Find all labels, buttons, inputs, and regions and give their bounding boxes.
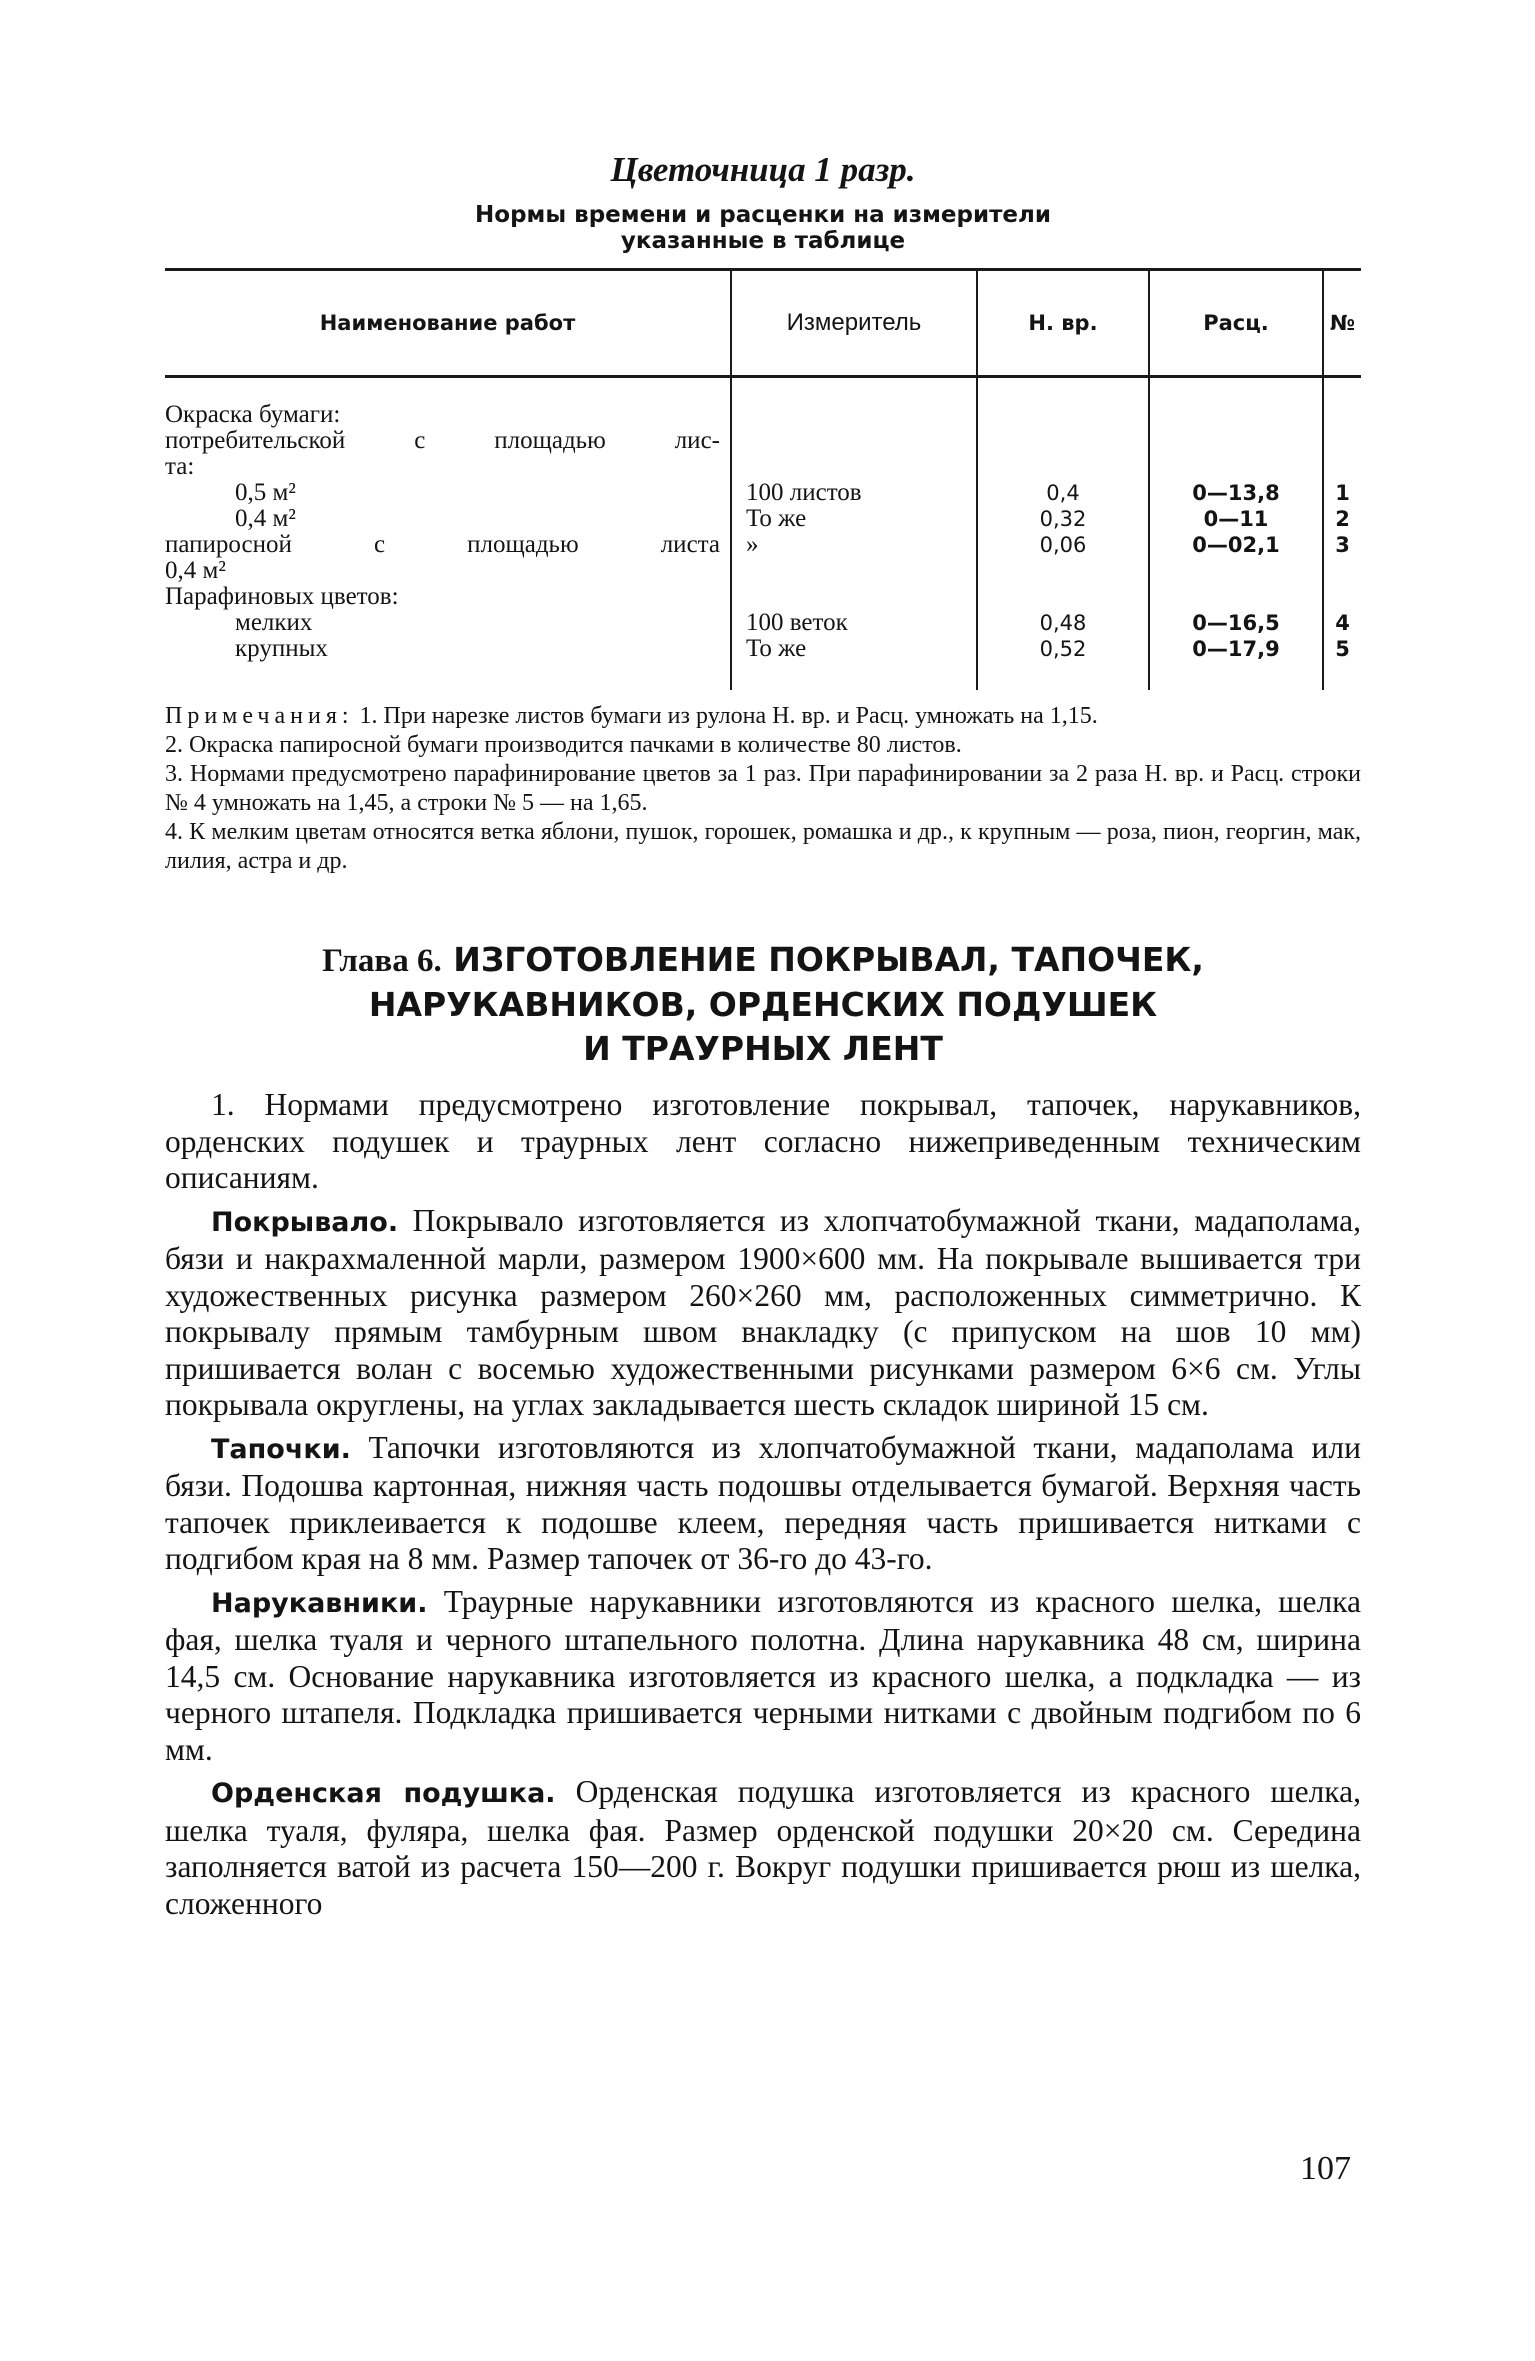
measure-line: То же: [746, 505, 807, 532]
work-name-line: крупных: [235, 635, 328, 662]
measure-line: [746, 584, 976, 610]
time-norm-cell: [977, 377, 1149, 691]
paragraph-slippers: [165, 1430, 1361, 1578]
rate-line: 0—17,9: [1192, 637, 1280, 661]
col-header-measure: Измеритель: [731, 270, 977, 377]
paragraph-label: Тапочки.: [211, 1433, 351, 1465]
measure-line: [746, 454, 976, 480]
row-number-line: 1: [1335, 481, 1350, 505]
chapter-title-part-3: И ТРАУРНЫХ ЛЕНТ: [583, 1029, 943, 1068]
paragraph-armbands: [165, 1584, 1361, 1769]
paragraph-text: Траурные нарукавники изготовляются из красного шелка, шелка фая, шелка туаля и черного штапельного полотна. Длина нарукавника 48 см, ширина 14,5 см. Основание нарукавника изготовляется из красного шелка, а подкладка — из черного штапеля. Подкладка пришивается черными нитками с двойным подгибом по 6 мм.: [165, 1583, 1361, 1767]
table-body-row: [165, 377, 1361, 691]
paragraph-label: Покрывало.: [211, 1206, 399, 1238]
row-number-line: 4: [1335, 611, 1350, 635]
table-caption-line-2: указанные в таблице: [620, 228, 906, 254]
work-name-line: 0,5 м²: [235, 479, 296, 506]
measure-line: »: [746, 531, 759, 558]
rate-line: [1150, 558, 1322, 584]
work-name-line: потребительской с площадью лис-: [165, 427, 720, 454]
chapter-title-part-1: ИЗГОТОВЛЕНИЕ ПОКРЫВАЛ, ТАПОЧЕК,: [453, 940, 1204, 979]
table-notes: [165, 702, 1361, 876]
paragraph-text: Орденская подушка изготовляется из красного шелка, шелка туаля, фуляра, шелка фая. Размер орденской подушки 20×20 см. Середина заполняется ватой из расчета 150—200 г. Вокруг подушки пришивается рюш из шелка, сложенного: [165, 1774, 1361, 1921]
rate-line: [1150, 402, 1322, 428]
note-2: 2. Окраска папиросной бумаги производится пачками в количестве 80 листов.: [165, 732, 962, 758]
row-number-cell: [1323, 377, 1361, 691]
row-number-line: 3: [1335, 533, 1350, 557]
measure-line: То же: [746, 635, 807, 662]
rate-line: 0—16,5: [1192, 611, 1280, 635]
work-name-line: папиросной с площадью листа: [165, 531, 720, 558]
rate-cell: [1149, 377, 1323, 691]
chapter-body: [165, 1087, 1361, 1922]
rate-line: 0—02,1: [1192, 533, 1280, 557]
col-header-name: Наименование работ: [165, 270, 731, 377]
note-1-text: 1. При нарезке листов бумаги из рулона Н. вр. и Расц. умножать на 1,15.: [359, 703, 1098, 729]
time-norm-line: 0,52: [1039, 637, 1087, 661]
chapter-title-part-2: НАРУКАВНИКОВ, ОРДЕНСКИХ ПОДУШЕК: [368, 985, 1158, 1024]
col-header-time: Н. вр.: [977, 270, 1149, 377]
paragraph-order-cushion: [165, 1774, 1361, 1922]
measure-line: 100 веток: [746, 609, 848, 636]
row-number-line: [1324, 402, 1361, 428]
time-norm-line: 0,4: [1046, 481, 1080, 505]
work-name-line: Парафиновых цветов:: [165, 583, 399, 610]
col-header-rate: Расц.: [1149, 270, 1323, 377]
paragraph-text: Тапочки изготовляются из хлопчатобумажной ткани, мадаполама или бязи. Подошва картонная, нижняя часть подошвы отделывается бумагой. Верхняя часть тапочек приклеивается к подошве клеем, передняя часть пришивается нитками с подгибом края на 8 мм. Размер тапочек от 36-го до 43-го.: [165, 1429, 1361, 1576]
paragraph-intro: 1. Нормами предусмотрено изготовление покрывал, тапочек, нарукавников, орденских подушек и траурных лент согласно нижеприведенным техническим описаниям.: [165, 1087, 1361, 1195]
rate-line: [1150, 584, 1322, 610]
row-number-line: 5: [1335, 637, 1350, 661]
paragraph-label: Орденская подушка.: [211, 1778, 556, 1809]
norms-table: [165, 268, 1361, 690]
note-3: 3. Нормами предусмотрено парафинирование цветов за 1 раз. При парафинировании за 2 раза Н. вр. и Расц. строки № 4 умножать на 1,45, а строки № 5 — на 1,65.: [165, 761, 1361, 816]
row-number-line: [1324, 558, 1361, 584]
section-title: Цветочница 1 разр.: [610, 150, 916, 189]
rate-line: [1150, 454, 1322, 480]
note-4: 4. К мелким цветам относятся ветка яблони, пушок, горошек, ромашка и др., к крупным — роза, пион, георгин, мак, лилия, астра и др.: [165, 819, 1361, 874]
row-number-line: [1324, 454, 1361, 480]
time-norm-line: [978, 428, 1148, 454]
notes-label: Примечания:: [165, 703, 354, 729]
measure-line: [746, 558, 976, 584]
time-norm-line: 0,48: [1039, 611, 1087, 635]
paragraph-bedspread: [165, 1203, 1361, 1424]
work-names-cell: [165, 377, 731, 691]
time-norm-line: [978, 584, 1148, 610]
note-1: [165, 702, 1361, 731]
time-norm-line: 0,06: [1039, 533, 1087, 557]
rate-line: 0—11: [1203, 507, 1269, 531]
time-norm-line: [978, 454, 1148, 480]
page-number: 107: [1300, 2150, 1351, 2187]
measure-line: [746, 402, 976, 428]
table-caption: [165, 202, 1361, 254]
chapter-heading-line-1: [165, 938, 1361, 983]
col-header-number: №: [1323, 270, 1361, 377]
chapter-number: Глава 6.: [322, 943, 442, 979]
table-header-row: [165, 270, 1361, 377]
measure-cell: [731, 377, 977, 691]
time-norm-line: [978, 558, 1148, 584]
paragraph-text: Покрывало изготовляется из хлопчатобумажной ткани, мадаполама, бязи и накрахмаленной марли, размером 1900×600 мм. На покрывале вышивается три художественных рисунка размером 260×260 мм, расположенных симметрично. К покрывалу прямым тамбурным швом внакладку (с припуском на шов 10 мм) пришивается волан с восемью художественными рисунками размером 6×6 см. Углы покрывала округлены, на углах закладывается шесть складок шириной 15 см.: [165, 1202, 1361, 1422]
table-caption-line-1: Нормы времени и расценки на измерители: [475, 202, 1051, 228]
time-norm-line: [978, 402, 1148, 428]
work-name-line: та:: [165, 453, 195, 480]
page: [165, 150, 1361, 1922]
measure-line: [746, 428, 976, 454]
rate-line: [1150, 428, 1322, 454]
paragraph-label: Нарукавники.: [211, 1587, 428, 1619]
work-name-line: 0,4 м²: [165, 557, 226, 584]
work-name-line: 0,4 м²: [235, 505, 296, 532]
row-number-line: [1324, 428, 1361, 454]
row-number-line: [1324, 584, 1361, 610]
work-name-line: мелких: [235, 609, 313, 636]
rate-line: 0—13,8: [1192, 481, 1280, 505]
chapter-heading: [165, 938, 1361, 1071]
time-norm-line: 0,32: [1039, 507, 1087, 531]
work-name-line: Окраска бумаги:: [165, 401, 341, 428]
measure-line: 100 листов: [746, 479, 862, 506]
row-number-line: 2: [1335, 507, 1350, 531]
